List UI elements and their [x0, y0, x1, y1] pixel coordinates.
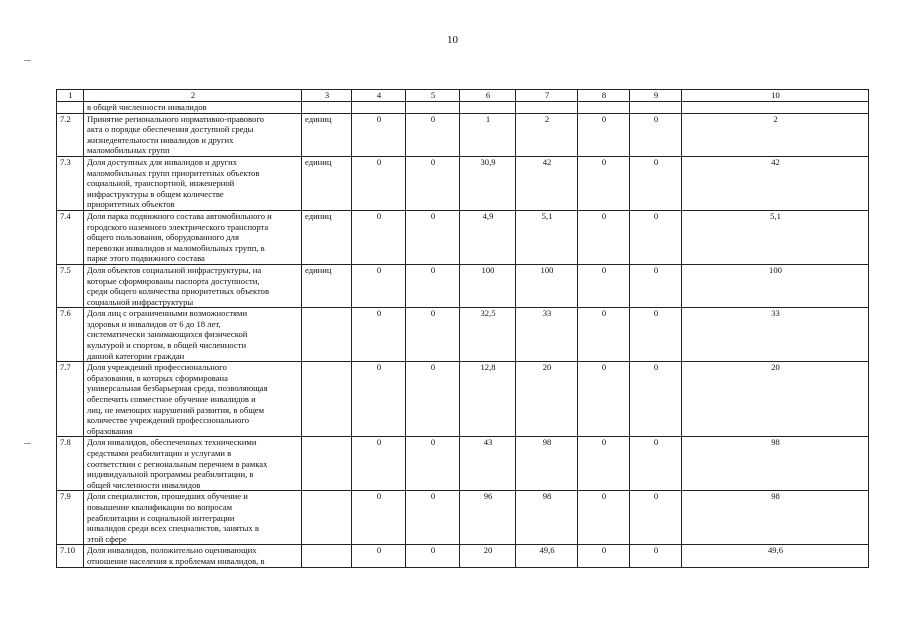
cell-value-c6: 32,5: [460, 308, 516, 362]
indicator-name-line: данной категории граждан: [87, 350, 185, 361]
indicator-name-line: приоритетных объектов: [87, 199, 175, 210]
indicator-name-line: отношение населения к проблемам инвалидов, в: [87, 555, 265, 566]
table-row: [57, 545, 869, 567]
cell-indicator-name: [84, 264, 302, 307]
indicators-table: [56, 89, 869, 568]
page-number: 10: [447, 34, 458, 46]
cell-value-c7: 33: [516, 308, 578, 362]
cell-value-c10: 20: [682, 362, 869, 437]
cell-indicator-name: [84, 437, 302, 491]
cell-value-c5: 0: [406, 113, 460, 156]
indicator-name-line: индивидуальной программы реабилитации, в: [87, 469, 254, 480]
indicator-name-line: образования, в которых сформирована: [87, 372, 228, 383]
cell-value-c6: 100: [460, 264, 516, 307]
indicator-name-line: Доля учреждений профессионального: [87, 362, 227, 373]
indicator-name-line: общей численности инвалидов: [87, 479, 201, 490]
column-header: 3: [302, 90, 352, 102]
cell-value-c9: 0: [630, 545, 682, 567]
cell-value-c10: 2: [682, 113, 869, 156]
indicator-name-line: универсальная безбарьерная среда, позволяющая: [87, 383, 268, 394]
cell-value-c9: 0: [630, 210, 682, 264]
cell-value-c7: 42: [516, 156, 578, 210]
indicator-name-line: инвалидов среди всех специалистов, занятых в: [87, 523, 259, 534]
cell-value-c8: 0: [578, 264, 630, 307]
column-header: 10: [682, 90, 869, 102]
cell-value-c5: 0: [406, 210, 460, 264]
indicator-name-line: акта о порядке обеспечения доступной среды: [87, 124, 254, 135]
cell-empty: [682, 102, 869, 114]
cell-value-c6: 96: [460, 491, 516, 545]
cell-value-c9: 0: [630, 264, 682, 307]
cell-empty: [630, 102, 682, 114]
cell-value-c10: 5,1: [682, 210, 869, 264]
table-row: [57, 437, 869, 491]
indicator-name-line: среди общего количества приоритетных объектов: [87, 286, 270, 297]
column-header: 2: [84, 90, 302, 102]
cell-value-c10: 98: [682, 491, 869, 545]
cell-value-c5: 0: [406, 491, 460, 545]
indicator-name-line: обеспечить совместное обучение инвалидов и: [87, 394, 256, 405]
cell-value-c5: 0: [406, 156, 460, 210]
indicator-name-line: которые сформированы паспорта доступности,: [87, 275, 260, 286]
cell-value-c8: 0: [578, 545, 630, 567]
cell-number: 7.3: [57, 156, 84, 210]
cell-empty: [578, 102, 630, 114]
cell-value-c4: 0: [352, 491, 406, 545]
indicator-name-line: Доля инвалидов, положительно оценивающих: [87, 545, 257, 556]
cell-unit: [302, 437, 352, 491]
cell-number: 7.10: [57, 545, 84, 567]
cell-value-c8: 0: [578, 437, 630, 491]
indicator-name-line: повышение квалификации по вопросам: [87, 501, 233, 512]
cell-empty: [460, 102, 516, 114]
cell-value-c4: 0: [352, 156, 406, 210]
cell-value-c8: 0: [578, 210, 630, 264]
cell-value-c9: 0: [630, 362, 682, 437]
table-row: [57, 113, 869, 156]
cell-value-c4: 0: [352, 362, 406, 437]
table-row: [57, 156, 869, 210]
indicator-name-line: Доля лиц с ограниченными возможностями: [87, 308, 248, 319]
indicator-name-line: маломобильных групп приоритетных объектов: [87, 167, 260, 178]
indicator-name-line: Доля парка подвижного состава автомобильного и: [87, 210, 272, 221]
cell-number: 7.7: [57, 362, 84, 437]
cell-value-c8: 0: [578, 113, 630, 156]
cell-indicator-name: [84, 545, 302, 567]
indicator-name-line: жизнедеятельности инвалидов и других: [87, 134, 234, 145]
indicator-name-line: Доля доступных для инвалидов и других: [87, 156, 238, 167]
cell-value-c5: 0: [406, 362, 460, 437]
cell-indicator-name: [84, 308, 302, 362]
table-row: [57, 362, 869, 437]
cell-value-c4: 0: [352, 210, 406, 264]
cell-value-c5: 0: [406, 437, 460, 491]
indicator-name-line: городского наземного электрического транспорта: [87, 221, 269, 232]
cell-value-c7: 5,1: [516, 210, 578, 264]
cell-unit: [302, 362, 352, 437]
cell-indicator-name: [84, 491, 302, 545]
cell-value-c7: 2: [516, 113, 578, 156]
cell-empty: [516, 102, 578, 114]
cell-value-c7: 20: [516, 362, 578, 437]
cell-value-c4: 0: [352, 264, 406, 307]
indicator-name-line: инфраструктуры в общем количестве: [87, 188, 224, 199]
indicator-name-line: Доля объектов социальной инфраструктуры, на: [87, 264, 262, 275]
cell-value-c10: 33: [682, 308, 869, 362]
indicator-name-line: лиц, не имеющих нарушений развития, в общем: [87, 404, 265, 415]
cell-value-c8: 0: [578, 308, 630, 362]
cell-value-c8: 0: [578, 156, 630, 210]
cell-unit: единиц: [302, 210, 352, 264]
indicator-name-line: соответствии с региональным перечнем в рамках: [87, 458, 268, 469]
indicator-name-line: маломобильных групп: [87, 145, 170, 156]
indicator-name-line: парке этого подвижного состава: [87, 253, 205, 264]
indicator-name-line: количестве учреждений профессионального: [87, 415, 250, 426]
cell-value-c7: 98: [516, 491, 578, 545]
cell-value-c9: 0: [630, 113, 682, 156]
column-header: 7: [516, 90, 578, 102]
cell-indicator-name: [84, 362, 302, 437]
indicator-name-line: образования: [87, 425, 133, 436]
cell-value-c9: 0: [630, 437, 682, 491]
table-row: [57, 264, 869, 307]
cell-empty: [302, 102, 352, 114]
cell-value-c7: 98: [516, 437, 578, 491]
indicator-name-line: средствами реабилитации и услугами в: [87, 448, 232, 458]
cell-indicator-name: [84, 113, 302, 156]
column-header: 5: [406, 90, 460, 102]
indicator-name-line: перевозки инвалидов и маломобильных групп, в: [87, 242, 265, 253]
cell-value-c10: 100: [682, 264, 869, 307]
column-header: 4: [352, 90, 406, 102]
cell-value-c6: 1: [460, 113, 516, 156]
column-header: 8: [578, 90, 630, 102]
cell-empty: [352, 102, 406, 114]
indicator-name-line: реабилитации и социальной интеграции: [87, 512, 235, 523]
continuation-row: [57, 102, 869, 114]
indicator-name-line: Принятие регионального нормативно-правового: [87, 113, 264, 124]
cell-value-c9: 0: [630, 308, 682, 362]
indicator-name-line: здоровья и инвалидов от 6 до 18 лет,: [87, 318, 221, 329]
cell-value-c6: 43: [460, 437, 516, 491]
indicator-name-line: культурой и спортом, в общей численности: [87, 340, 247, 351]
cell-value-c6: 4,9: [460, 210, 516, 264]
margin-mark: [24, 60, 31, 61]
cell-number: 7.5: [57, 264, 84, 307]
column-header: 9: [630, 90, 682, 102]
cell-value-c4: 0: [352, 545, 406, 567]
cell-unit: единиц: [302, 113, 352, 156]
cell-number: 7.8: [57, 437, 84, 491]
cell-number: 7.6: [57, 308, 84, 362]
table-row: [57, 210, 869, 264]
cell-value-c6: 30,9: [460, 156, 516, 210]
cell-unit: [302, 308, 352, 362]
indicator-name-line: общего пользования, оборудованного для: [87, 232, 239, 243]
table-row: [57, 308, 869, 362]
cell-unit: единиц: [302, 156, 352, 210]
margin-mark: [24, 443, 31, 444]
table-header-row: [57, 90, 869, 102]
column-header: 6: [460, 90, 516, 102]
cell-value-c6: 20: [460, 545, 516, 567]
cell-value-c8: 0: [578, 491, 630, 545]
cell-value-c5: 0: [406, 545, 460, 567]
cell-value-c10: 98: [682, 437, 869, 491]
cell-value-c5: 0: [406, 264, 460, 307]
cell-number: 7.2: [57, 113, 84, 156]
indicator-name-line: социальной инфраструктуры: [87, 296, 194, 307]
cell-unit: [302, 545, 352, 567]
cell-value-c10: 42: [682, 156, 869, 210]
cell-value-c4: 0: [352, 437, 406, 491]
cell-value-c4: 0: [352, 308, 406, 362]
column-header: 1: [57, 90, 84, 102]
cell-value-c6: 12,8: [460, 362, 516, 437]
cell-empty: [406, 102, 460, 114]
cell-unit: единиц: [302, 264, 352, 307]
cell-value-c7: 100: [516, 264, 578, 307]
indicator-name-line: этой сфере: [87, 533, 127, 544]
cell-value-c9: 0: [630, 156, 682, 210]
cell-number: 7.4: [57, 210, 84, 264]
continuation-text: в общей численности инвалидов: [84, 102, 302, 114]
indicator-name-line: систематически занимающихся физической: [87, 329, 248, 340]
indicator-name-line: Доля инвалидов, обеспеченных техническими: [87, 437, 257, 448]
cell-indicator-name: [84, 156, 302, 210]
cell-value-c8: 0: [578, 362, 630, 437]
cell-number: [57, 102, 84, 114]
cell-value-c5: 0: [406, 308, 460, 362]
indicator-name-line: Доля специалистов, прошедших обучение и: [87, 491, 248, 502]
cell-value-c4: 0: [352, 113, 406, 156]
cell-indicator-name: [84, 210, 302, 264]
cell-value-c7: 49,6: [516, 545, 578, 567]
cell-unit: [302, 491, 352, 545]
indicator-name-line: социальной, транспортной, инженерной: [87, 178, 235, 189]
cell-value-c10: 49,6: [682, 545, 869, 567]
cell-value-c9: 0: [630, 491, 682, 545]
table-row: [57, 491, 869, 545]
cell-number: 7.9: [57, 491, 84, 545]
